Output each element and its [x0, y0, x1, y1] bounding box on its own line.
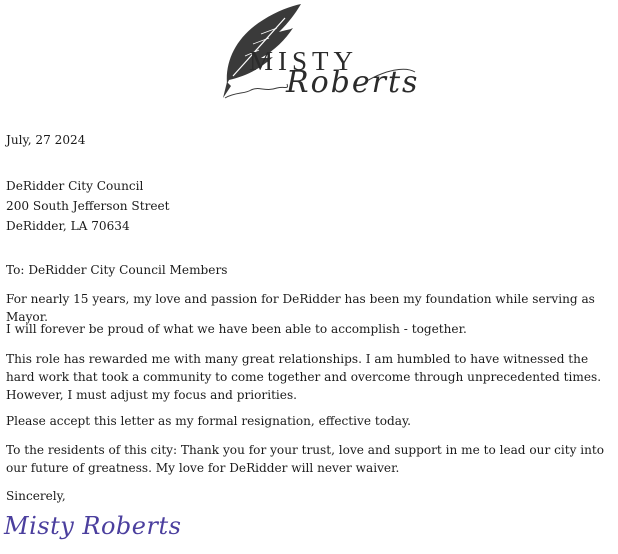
body-paragraph-2: I will forever be proud of what we have been able to accomplish - together. — [6, 322, 467, 336]
closing-line: Sincerely, — [6, 489, 66, 503]
letterhead-last-name: Roberts — [286, 65, 420, 100]
body-paragraph-5: To the residents of this city: Thank you for your trust, love and support in me to lead our city into our future of greatness. My love for DeRidder will never waiver. — [6, 443, 605, 475]
address-line-1: DeRidder City Council — [6, 179, 144, 193]
body-paragraph-3: This role has rewarded me with many great relationships. I am humbled to have witnessed the hard work that took a community to come together and overcome through unprecedented times. However, I must adjust my focus and priorities. — [6, 352, 602, 402]
handwritten-signature: Misty Roberts — [4, 512, 182, 540]
body-paragraph-4: Please accept this letter as my formal resignation, effective today. — [6, 414, 412, 428]
body-paragraph-1: For nearly 15 years, my love and passion for DeRidder has been my foundation while serving as Mayor. — [6, 292, 595, 324]
letter-date: July, 27 2024 — [6, 133, 86, 147]
letterhead-first-name: MISTY — [249, 46, 359, 76]
address-line-2: 200 South Jefferson Street — [6, 199, 170, 213]
recipient-line: To: DeRidder City Council Members — [6, 263, 228, 277]
address-line-3: DeRidder, LA 70634 — [6, 219, 130, 233]
